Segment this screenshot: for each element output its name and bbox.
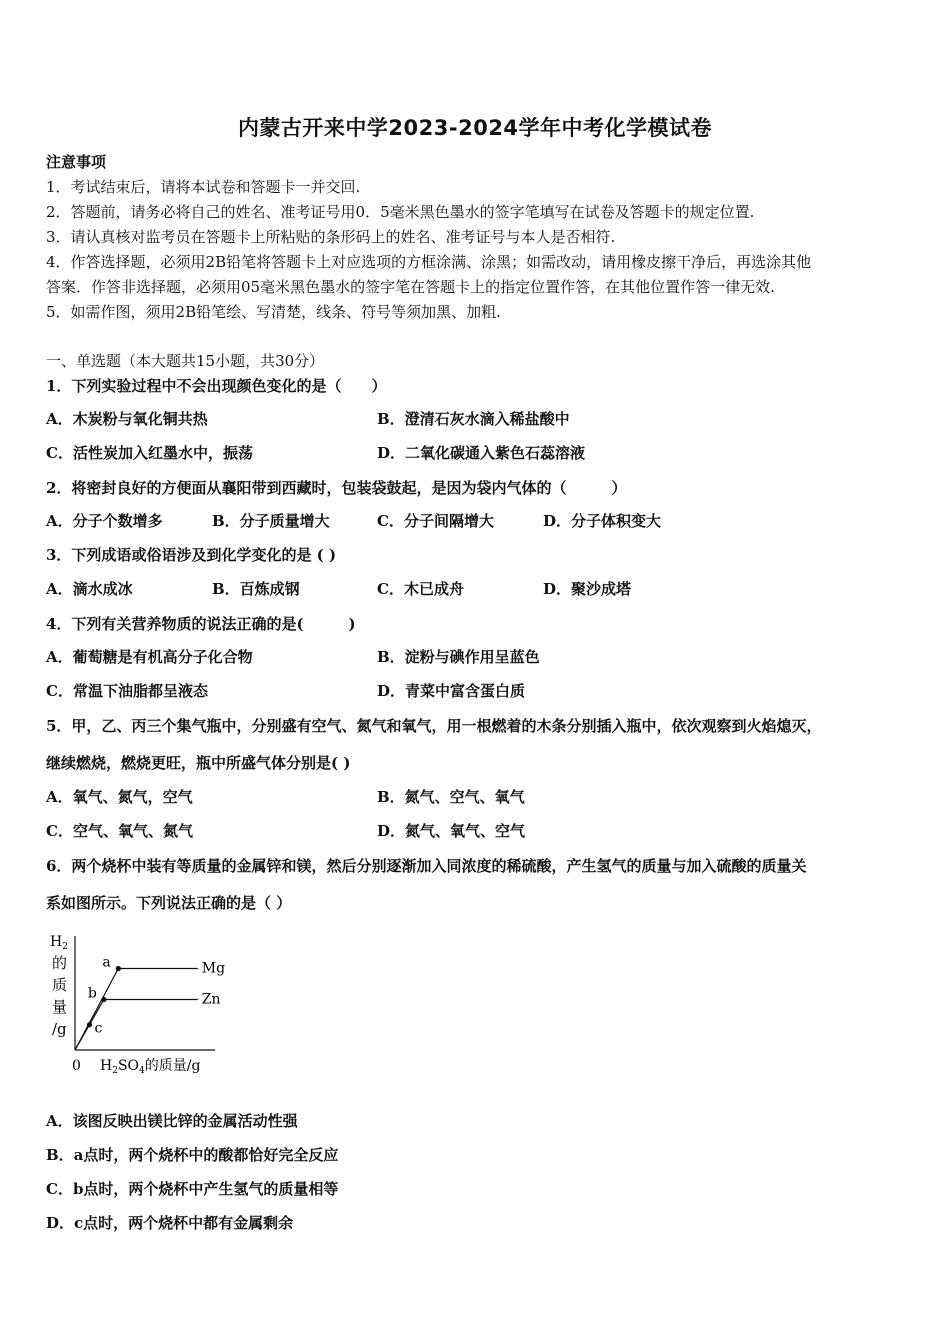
y-axis-label-part: /g — [52, 1020, 67, 1038]
option-c: C．活性炭加入红墨水中，振荡 — [46, 444, 253, 462]
option-c: C．常温下油脂都呈液态 — [46, 682, 208, 700]
notice-item: 3．请认真核对监考员在答题卡上所粘贴的条形码上的姓名、准考证号与本人是否相符. — [46, 228, 616, 246]
option-b: B．分子质量增大 — [212, 512, 330, 530]
series-line-zn — [75, 1000, 198, 1051]
series-line-mg — [75, 969, 198, 1051]
y-axis-label: $H_2$ — [50, 934, 68, 952]
option-d: D．分子体积变大 — [543, 512, 662, 530]
notice-item: 2．答题前，请务必将自己的姓名、准考证号用0．5毫米黑色墨水的签字笔填写在试卷及答题卡的规定位置. — [46, 203, 755, 221]
series-label-mg: Mg — [201, 960, 226, 977]
option-b: B．淀粉与碘作用呈蓝色 — [377, 648, 540, 666]
section-heading: 一、单选题（本大题共15小题，共30分） — [46, 352, 325, 370]
point-b — [101, 997, 106, 1002]
point-a — [116, 966, 121, 971]
option-b: B．百炼成钢 — [212, 580, 300, 598]
option-d: D．聚沙成塔 — [543, 580, 632, 598]
option-b: B．氮气、空气、氧气 — [377, 788, 525, 806]
y-axis-label-part: 量 — [52, 998, 68, 1016]
option-d: D．c点时，两个烧杯中都有金属剩余 — [46, 1214, 294, 1232]
option-b: B．a点时，两个烧杯中的酸都恰好完全反应 — [46, 1146, 339, 1164]
option-a: A．葡萄糖是有机高分子化合物 — [46, 648, 253, 666]
point-label-b: b — [87, 985, 97, 1002]
question-stem: 继续燃烧，燃烧更旺，瓶中所盛气体分别是( ) — [46, 754, 351, 772]
y-axis-label-part: 的 — [52, 954, 68, 972]
page-title: 内蒙古开来中学2023-2024学年中考化学模试卷 — [237, 116, 713, 140]
question-stem: 1．下列实验过程中不会出现颜色变化的是（ ） — [46, 377, 387, 395]
option-c: C．空气、氧气、氮气 — [46, 822, 193, 840]
hydrogen-mass-chart — [44, 928, 244, 1078]
option-a: A．木炭粉与氧化铜共热 — [46, 410, 208, 428]
option-c: C．分子间隔增大 — [377, 512, 494, 530]
option-b: B．澄清石灰水滴入稀盐酸中 — [377, 410, 570, 428]
option-d: D．氮气、氧气、空气 — [377, 822, 526, 840]
question-stem: 2．将密封良好的方便面从襄阳带到西藏时，包装袋鼓起，是因为袋内气体的（ ） — [46, 479, 627, 497]
series-label-zn: Zn — [201, 991, 221, 1008]
y-axis-label-part: 质 — [52, 976, 68, 994]
question-stem: 4．下列有关营养物质的说法正确的是( ) — [46, 615, 356, 633]
question-stem: 5．甲，乙、丙三个集气瓶中，分别盛有空气、氮气和氧气，用一根燃着的木条分别插入瓶中，依次观察到火焰熄灭， — [46, 717, 822, 735]
option-c: C．b点时，两个烧杯中产生氢气的质量相等 — [46, 1180, 339, 1198]
option-d: D．二氧化碳通入紫色石蕊溶液 — [377, 444, 586, 462]
option-a: A．氧气、氮气，空气 — [46, 788, 193, 806]
x-axis-label: $H_2SO_4$的质量/g — [100, 1058, 201, 1076]
notice-item: 答案．作答非选择题，必须用05毫米黑色墨水的签字笔在答题卡上的指定位置作答，在其他位置作答一律无效. — [46, 278, 775, 296]
notice-heading: 注意事项 — [46, 153, 107, 171]
question-stem: 6．两个烧杯中装有等质量的金属锌和镁，然后分别逐渐加入同浓度的稀硫酸，产生氢气的质量与加入硫酸的质量关 — [46, 857, 807, 875]
point-c — [87, 1022, 92, 1027]
option-a: A．滴水成冰 — [46, 580, 133, 598]
option-c: C．木已成舟 — [377, 580, 464, 598]
notice-item: 5．如需作图，须用2B铅笔绘、写清楚，线条、符号等须加黑、加粗. — [46, 303, 501, 321]
option-a: A．分子个数增多 — [46, 512, 163, 530]
option-d: D．青菜中富含蛋白质 — [377, 682, 526, 700]
option-a: A．该图反映出镁比锌的金属活动性强 — [46, 1112, 298, 1130]
point-label-c: c — [94, 1020, 103, 1037]
origin-label: 0 — [72, 1058, 81, 1074]
notice-item: 4．作答选择题，必须用2B铅笔将答题卡上对应选项的方框涂满、涂黑；如需改动，请用橡皮擦干净后，再选涂其他 — [46, 253, 812, 271]
question-stem: 系如图所示。下列说法正确的是（ ） — [46, 894, 292, 912]
notice-item: 1．考试结束后，请将本试卷和答题卡一并交回. — [46, 178, 361, 196]
question-stem: 3．下列成语或俗语涉及到化学变化的是 ( ) — [46, 546, 337, 564]
point-label-a: a — [102, 954, 111, 971]
